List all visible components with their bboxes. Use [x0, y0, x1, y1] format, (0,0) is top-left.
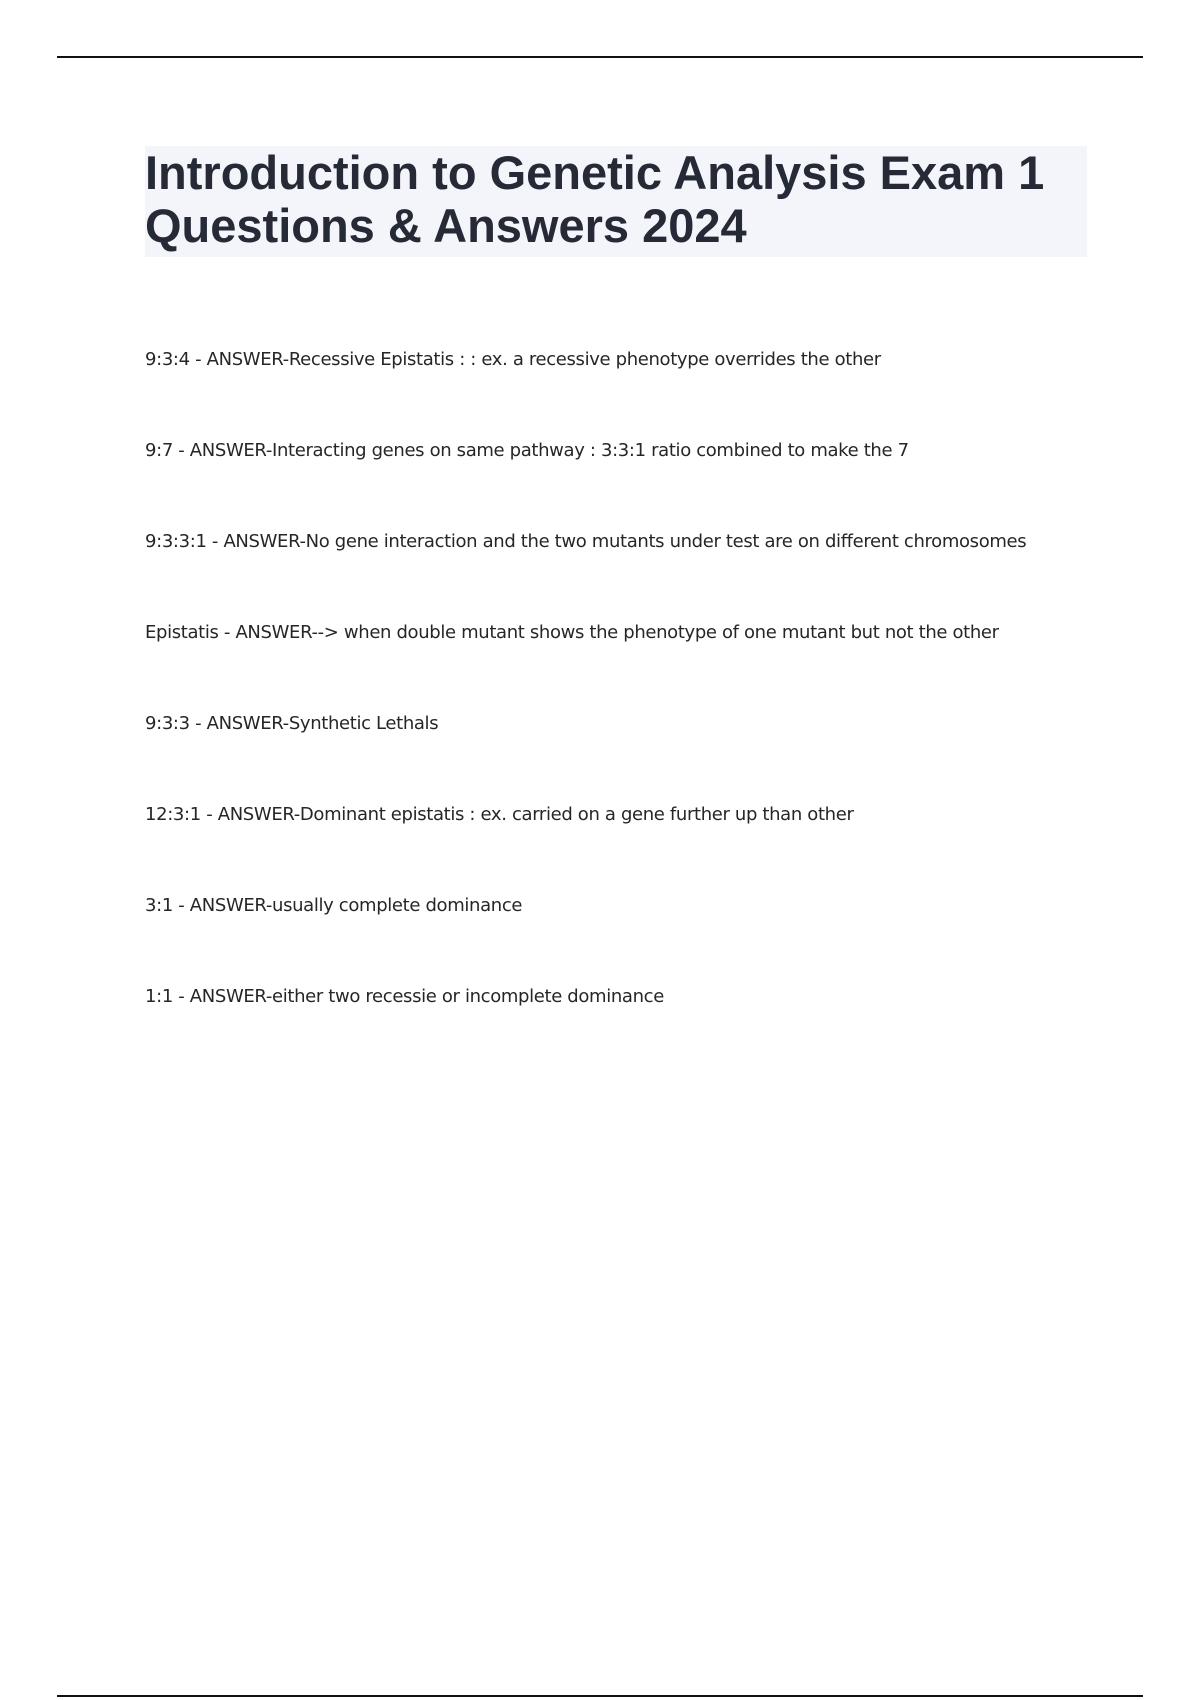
qa-item: 1:1 - ANSWER-either two recessie or incomplete dominance — [145, 986, 664, 1007]
bottom-divider — [57, 1695, 1143, 1697]
title-block — [145, 146, 1087, 257]
qa-item: 9:3:4 - ANSWER-Recessive Epistatis : : ex. a recessive phenotype overrides the other — [145, 349, 881, 370]
qa-list — [145, 348, 1105, 1076]
qa-item: 9:7 - ANSWER-Interacting genes on same pathway : 3:3:1 ratio combined to make the 7 — [145, 440, 909, 461]
qa-item: 9:3:3 - ANSWER-Synthetic Lethals — [145, 713, 439, 734]
page-title-line-1: Introduction to Genetic Analysis Exam 1 — [145, 146, 1045, 199]
qa-item: 12:3:1 - ANSWER-Dominant epistatis : ex. carried on a gene further up than other — [145, 804, 854, 825]
qa-item: Epistatis - ANSWER--> when double mutant shows the phenotype of one mutant but not the other — [145, 622, 999, 643]
top-divider — [57, 56, 1143, 58]
page-title-line-2: Questions & Answers 2024 — [145, 199, 747, 252]
qa-item: 9:3:3:1 - ANSWER-No gene interaction and the two mutants under test are on different chromosomes — [145, 531, 1027, 552]
qa-item: 3:1 - ANSWER-usually complete dominance — [145, 895, 523, 916]
